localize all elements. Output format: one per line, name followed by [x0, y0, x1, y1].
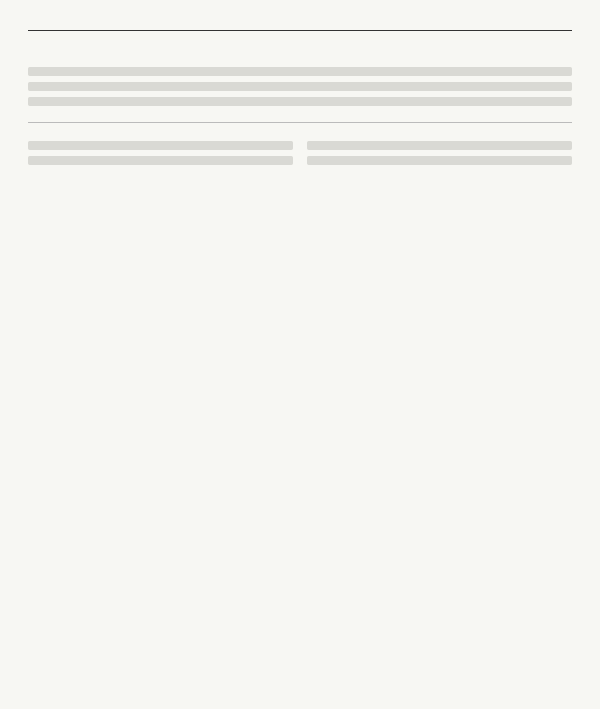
body-line — [307, 141, 572, 150]
running-head — [28, 8, 572, 31]
body-line — [307, 156, 572, 165]
body-columns — [28, 135, 572, 171]
body-line — [28, 141, 293, 150]
right-column — [307, 135, 572, 171]
article-title — [110, 41, 491, 61]
left-column — [28, 135, 293, 171]
body-line — [28, 156, 293, 165]
abstract-line — [28, 82, 572, 91]
abstract-line — [28, 67, 572, 76]
abstract-block — [28, 67, 572, 123]
abstract-line — [28, 97, 572, 106]
